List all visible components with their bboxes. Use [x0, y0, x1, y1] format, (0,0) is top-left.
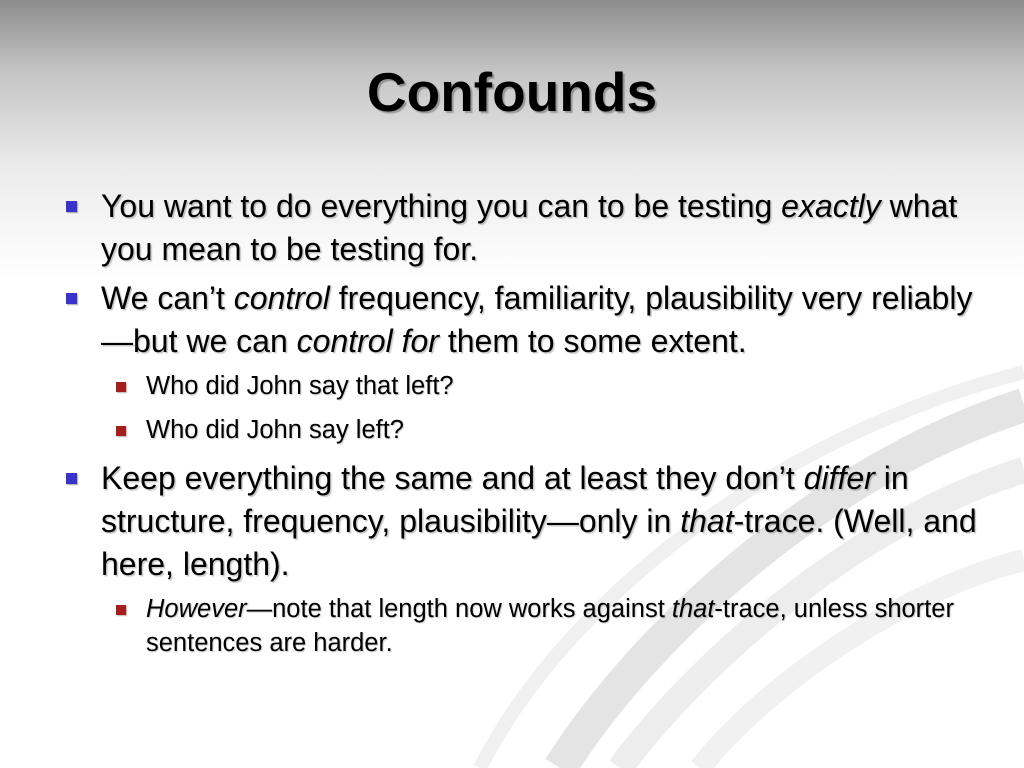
text: what you mean to be testing for.: [101, 188, 958, 267]
emphasis: However: [146, 595, 247, 623]
emphasis: that: [671, 595, 715, 623]
emphasis: exactly: [781, 188, 881, 224]
emphasis: control for: [296, 323, 439, 359]
slide-body: [64, 185, 984, 670]
emphasis: control: [233, 280, 330, 316]
emphasis: that: [680, 503, 734, 539]
sub-bullet-item-3-1: [64, 592, 984, 660]
sub-bullet-item-2-2: [64, 413, 984, 447]
text: You want to do everything you can to be testing: [101, 188, 782, 224]
text: frequency, familiarity, plausibility very reliably—but we can: [101, 280, 973, 359]
text: them to some extent.: [438, 323, 747, 359]
bullet-item-1: [64, 185, 984, 271]
text: Who did John say left?: [146, 416, 404, 444]
text: in structure, frequency, plausibility—only in: [101, 460, 909, 539]
text: -trace. (Well, and here, length).: [101, 503, 977, 582]
square-bullet-icon: [66, 201, 77, 212]
slide-title: Confounds: [366, 61, 658, 123]
bullet-item-3: [64, 457, 984, 586]
square-bullet-icon: [116, 426, 126, 436]
square-bullet-icon: [66, 473, 77, 484]
text: Keep everything the same and at least they don’t: [101, 460, 804, 496]
square-bullet-icon: [116, 605, 126, 615]
square-bullet-icon: [66, 293, 77, 304]
text: —note that length now works against: [246, 595, 672, 623]
emphasis: differ: [803, 460, 875, 496]
text: We can’t: [101, 280, 234, 316]
text: -trace, unless shorter sentences are harder.: [146, 595, 954, 657]
sub-bullet-item-2-1: [64, 369, 984, 403]
bullet-item-2: [64, 277, 984, 363]
text: Who did John say that left?: [146, 372, 454, 400]
square-bullet-icon: [116, 382, 126, 392]
